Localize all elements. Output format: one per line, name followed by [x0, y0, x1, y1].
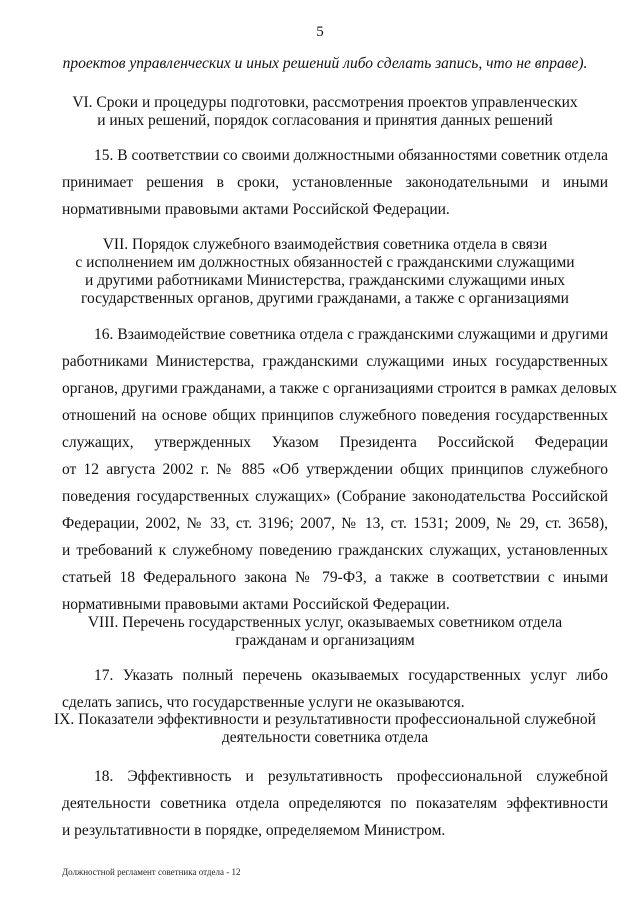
- paragraph-line: нормативными правовыми актами Российской Федерации.: [62, 201, 450, 218]
- paragraph-18: [62, 763, 608, 844]
- paragraph-line: отношений на основе общих принципов служебного поведения государственных: [62, 407, 608, 424]
- paragraph-line: и результативности в порядке, определяемом Министром.: [62, 822, 446, 839]
- paragraph-line: статьей 18 Федерального закона № 79-ФЗ, а также в соответствии с иными: [62, 569, 608, 586]
- section-heading-6: [40, 94, 610, 130]
- heading-line: VIII. Перечень государственных услуг, оказываемых советником отдела: [87, 614, 563, 631]
- paragraph-line: от 12 августа 2002 г. № 885 «Об утверждении общих принципов служебного: [62, 461, 608, 478]
- page-number: 5: [316, 24, 324, 40]
- intro-line: проектов управленческих и иных решений либо сделать запись, что не вправе).: [62, 55, 588, 72]
- heading-line: и другими работниками Министерства, гражданскими служащими иных: [84, 272, 566, 289]
- paragraph-17: [62, 662, 608, 716]
- heading-line: гражданам и организациям: [235, 632, 415, 649]
- heading-line: и иных решений, порядок согласования и принятия данных решений: [97, 112, 553, 129]
- paragraph-line: сделать запись, что государственные услуги не оказываются.: [62, 694, 465, 711]
- heading-line: IX. Показатели эффективности и результативности профессиональной служебной: [54, 711, 596, 728]
- paragraph-line: 15. В соответствии со своими должностными обязанностями советник отдела: [94, 147, 608, 164]
- paragraph-line: поведения государственных служащих» (Собрание законодательства Российской: [62, 488, 608, 505]
- heading-line: VII. Порядок служебного взаимодействия советника отдела в связи: [102, 236, 548, 253]
- paragraph-line: деятельности советника отдела определяются по показателям эффективности: [62, 795, 608, 812]
- paragraph-line: служащих, утвержденных Указом Президента Российской Федерации: [62, 434, 608, 451]
- footer-text: Должностной регламент советника отдела - 12: [62, 867, 241, 877]
- heading-line: VI. Сроки и процедуры подготовки, рассмотрения проектов управленческих: [72, 94, 578, 111]
- paragraph-line: работниками Министерства, гражданскими служащими иных государственных: [62, 353, 608, 370]
- section-heading-9: [40, 711, 610, 747]
- paragraph-line: и требований к служебному поведению гражданских служащих, установленных: [62, 542, 608, 559]
- paragraph-line: принимает решения в сроки, установленные законодательными и иными: [62, 174, 608, 191]
- paragraph-line: нормативными правовыми актами Российской Федерации.: [62, 596, 450, 613]
- paragraph-line: 18. Эффективность и результативность профессиональной служебной: [94, 768, 608, 785]
- paragraph-line: 16. Взаимодействие советника отдела с гражданскими служащими и другими: [94, 326, 608, 343]
- paragraph-15: [62, 142, 608, 223]
- section-heading-7: [40, 236, 610, 308]
- heading-line: государственных органов, другими гражданами, а также с организациями: [81, 290, 569, 307]
- paragraph-line: 17. Указать полный перечень оказываемых государственных услуг либо: [94, 667, 608, 684]
- heading-line: деятельности советника отдела: [221, 729, 429, 746]
- heading-line: с исполнением им должностных обязанностей с гражданскими служащими: [75, 254, 575, 271]
- paragraph-line: органов, другими гражданами, а также с организациями строится в рамках деловых: [62, 380, 617, 397]
- paragraph-16: [62, 321, 617, 618]
- paragraph-line: Федерации, 2002, № 33, ст. 3196; 2007, № 13, ст. 1531; 2009, № 29, ст. 3658),: [62, 515, 608, 532]
- section-heading-8: [40, 614, 610, 650]
